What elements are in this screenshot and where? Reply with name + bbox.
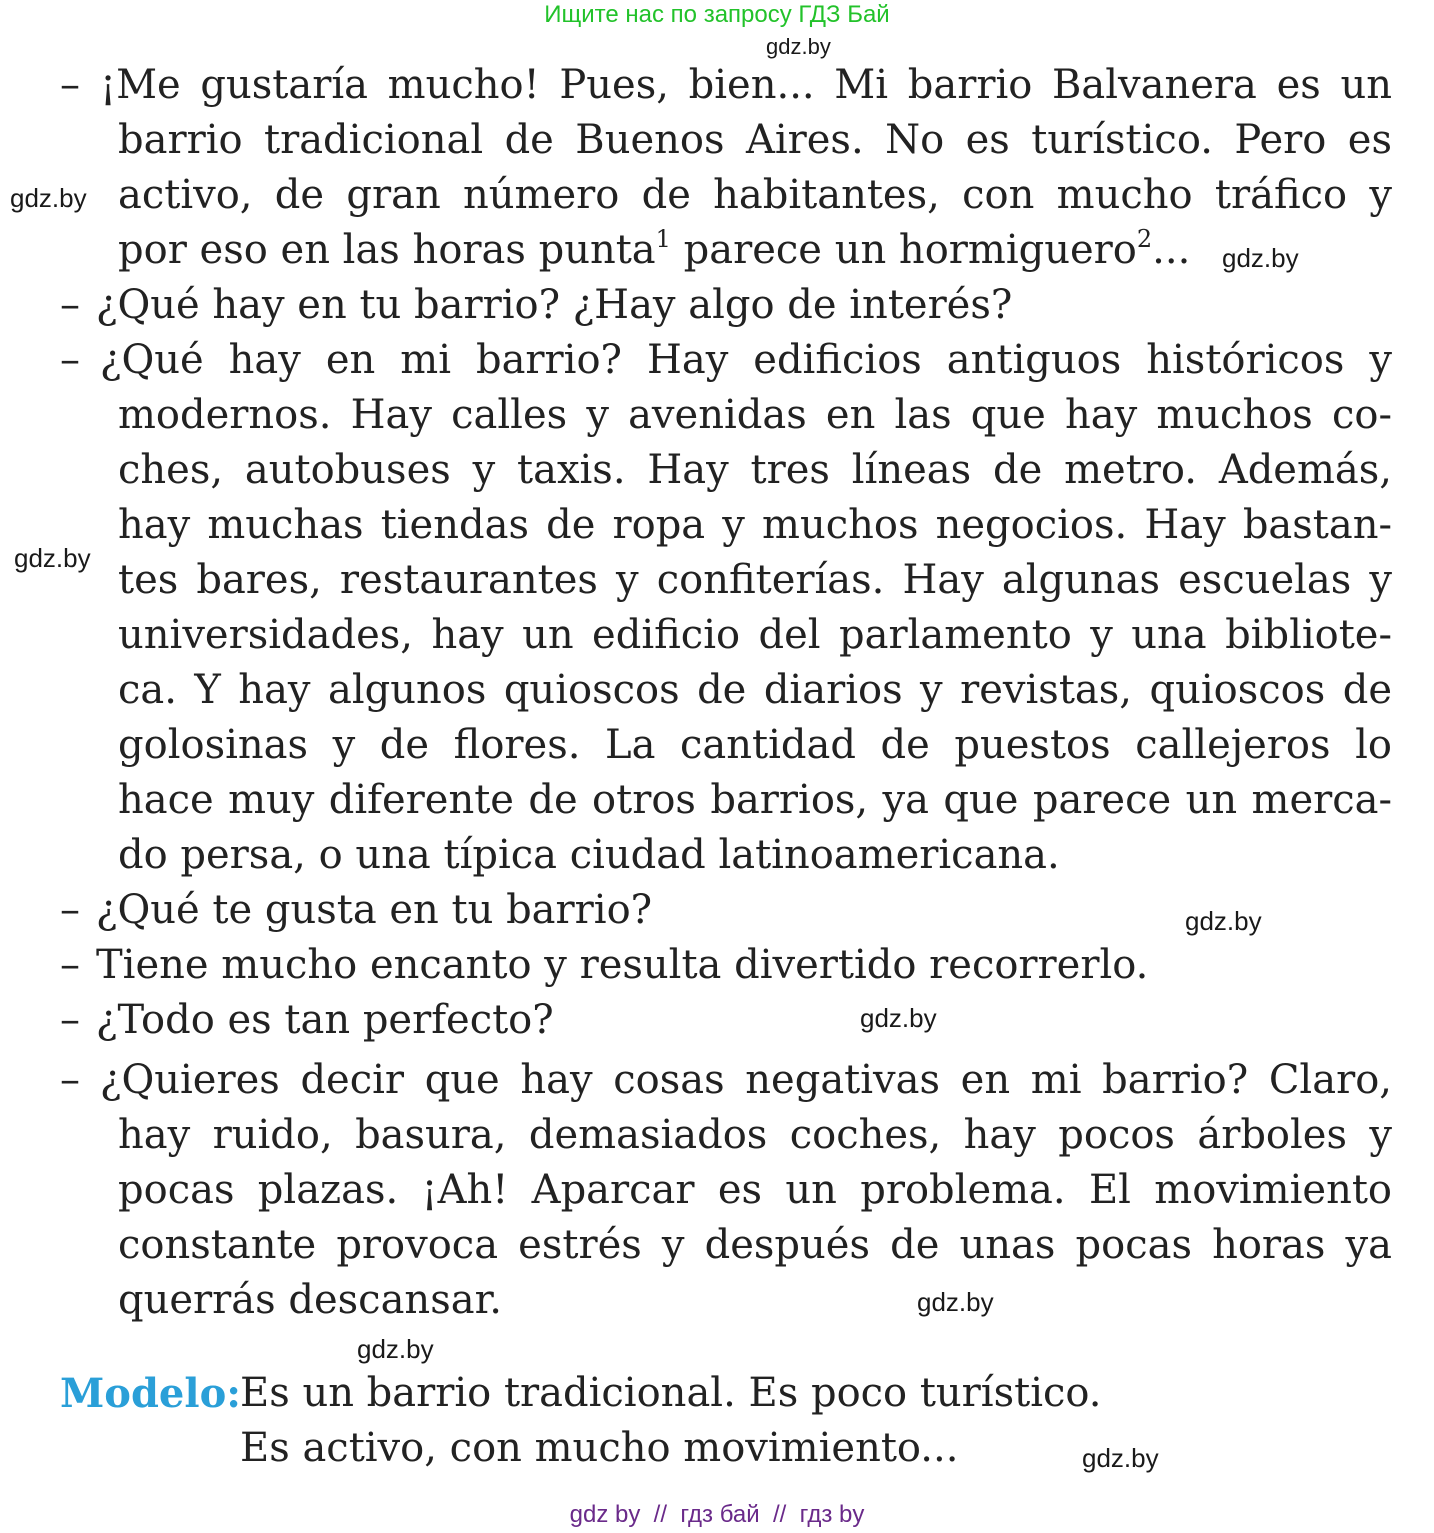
modelo-line-2: Es activo, con mucho movimiento... — [240, 1425, 959, 1471]
watermark: gdz.by — [1082, 1443, 1159, 1473]
text-segment: por eso en las horas punta — [118, 227, 656, 273]
dash: – — [60, 1057, 80, 1103]
dash: – — [60, 282, 80, 328]
text-line: activo, de gran número de habitantes, con mucho tráfico y — [118, 172, 1392, 218]
text-line: universidades, hay un edificio del parlamento y una bibliote- — [118, 612, 1392, 658]
text-line-with-footnotes — [118, 223, 1190, 278]
text-line: ¿Qué hay en tu barrio? ¿Hay algo de interés? — [96, 282, 1013, 328]
text-line: querrás descansar. — [118, 1277, 503, 1323]
footer: gdz by // гдз бай // гдз by — [569, 1501, 865, 1528]
dash: – — [60, 997, 80, 1043]
modelo-line-1: Es un barrio tradicional. Es poco turístico. — [240, 1370, 1102, 1416]
text-line: do persa, o una típica ciudad latinoamericana. — [118, 832, 1060, 878]
text-line: pocas plazas. ¡Ah! Aparcar es un problema. El movimiento — [118, 1167, 1392, 1213]
modelo-label: Modelo: — [60, 1370, 242, 1417]
watermark: gdz.by — [860, 1003, 937, 1033]
header-site: gdz.by — [766, 34, 831, 59]
text-line: hay muchas tiendas de ropa y muchos negocios. Hay bastan- — [118, 502, 1392, 548]
text-line: ca. Y hay algunos quioscos de diarios y revistas, quioscos de — [118, 667, 1392, 713]
text-line: modernos. Hay calles y avenidas en las que hay muchos co- — [118, 392, 1392, 438]
text-line: hay ruido, basura, demasiados coches, hay pocos árboles y — [118, 1112, 1392, 1158]
watermark: gdz.by — [1185, 906, 1262, 936]
text-line: ¿Qué hay en mi barrio? Hay edificios antiguos históricos y — [100, 337, 1392, 383]
watermark: gdz.by — [917, 1287, 994, 1317]
watermark: gdz.by — [14, 543, 91, 573]
text-line: hace muy diferente de otros barrios, ya que parece un merca- — [118, 777, 1392, 823]
watermark: gdz.by — [1222, 243, 1299, 273]
watermark: gdz.by — [357, 1334, 434, 1364]
text-line: golosinas y de flores. La cantidad de puestos callejeros lo — [118, 722, 1392, 768]
dash: – — [60, 942, 80, 988]
text-line: tes bares, restaurantes y confiterías. Hay algunas escuelas y — [118, 557, 1392, 603]
text-line: constante provoca estrés y después de unas pocas horas ya — [118, 1222, 1392, 1268]
text-line: ches, autobuses y taxis. Hay tres líneas de metro. Además, — [118, 447, 1392, 493]
text-line: ¿Quieres decir que hay cosas negativas en mi barrio? Claro, — [100, 1057, 1392, 1103]
footnote-mark: 1 — [655, 225, 671, 253]
dash: – — [60, 337, 80, 383]
text-line: ¡Me gustaría mucho! Pues, bien... Mi barrio Balvanera es un — [100, 62, 1392, 108]
footnote-mark: 2 — [1136, 225, 1153, 253]
dash: – — [60, 62, 80, 108]
text-line: barrio tradicional de Buenos Aires. No es turístico. Pero es — [118, 117, 1392, 163]
text-line: Tiene mucho encanto y resulta divertido recorrerlo. — [96, 942, 1149, 988]
text-line: ¿Todo es tan perfecto? — [96, 997, 554, 1043]
top-banner: Ищите нас по запросу ГДЗ Бай — [544, 1, 890, 28]
dash: – — [60, 887, 80, 933]
watermark: gdz.by — [10, 183, 87, 213]
text-line: ¿Qué te gusta en tu barrio? — [96, 887, 653, 933]
text-segment: ... — [1152, 227, 1191, 273]
text-segment: parece un hormiguero — [683, 227, 1137, 273]
